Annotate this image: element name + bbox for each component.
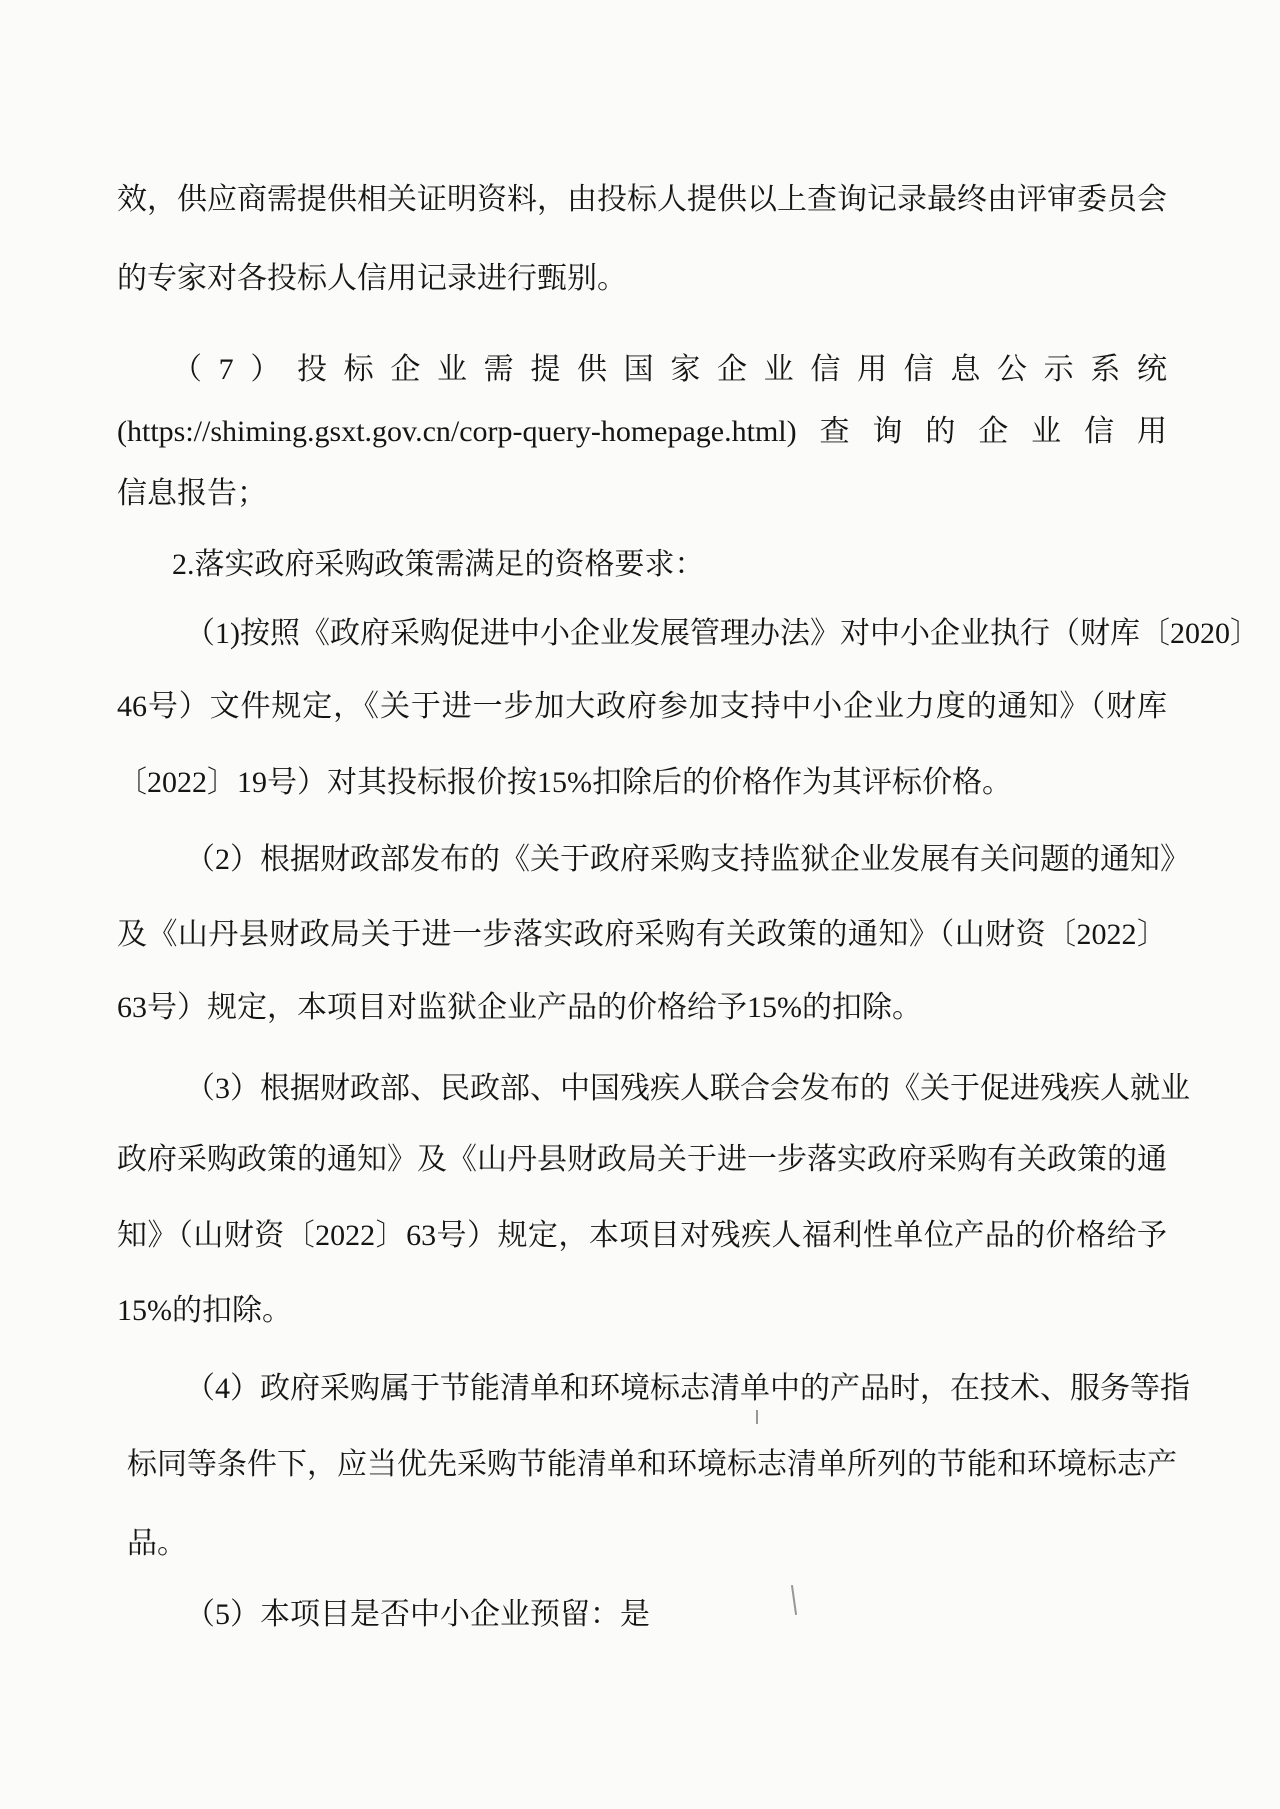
paragraph-line: （5）本项目是否中小企业预留：是 <box>185 1598 650 1631</box>
section-heading: 2.落实政府采购政策需满足的资格要求： <box>172 548 705 581</box>
paragraph-line: （4）政府采购属于节能清单和环境标志清单中的产品时，在技术、服务等指 <box>185 1372 1190 1405</box>
paragraph-line: 知》（山财资〔2022〕63号）规定，本项目对残疾人福利性单位产品的价格给予 <box>117 1219 1167 1252</box>
paragraph-line: (https://shiming.gsxt.gov.cn/corp-query-homepage.html)查询的企业信用 <box>117 415 1167 448</box>
paragraph-line: （2）根据财政部发布的《关于政府采购支持监狱企业发展有关问题的通知》 <box>185 843 1190 876</box>
paragraph-line: 标同等条件下，应当优先采购节能清单和环境标志清单所列的节能和环境标志产 <box>127 1448 1177 1481</box>
paragraph-line: 的专家对各投标人信用记录进行甄别。 <box>117 262 627 295</box>
paragraph-line: 〔2022〕19号）对其投标报价按15%扣除后的价格作为其评标价格。 <box>117 766 1012 799</box>
paragraph-line: （3）根据财政部、民政部、中国残疾人联合会发布的《关于促进残疾人就业 <box>185 1072 1190 1105</box>
paragraph-line: 15%的扣除。 <box>117 1294 292 1327</box>
paragraph-line: （1)按照《政府采购促进中小企业发展管理办法》对中小企业执行（财库〔2020〕 <box>185 617 1260 650</box>
paragraph-line: 及《山丹县财政局关于进一步落实政府采购有关政策的通知》（山财资〔2022〕 <box>117 918 1167 951</box>
paragraph-line: 信息报告； <box>117 477 267 510</box>
paragraph-line: 46号）文件规定，《关于进一步加大政府参加支持中小企业力度的通知》（财库 <box>117 690 1167 723</box>
paragraph-line: （7）投标企业需提供国家企业信用信息公示系统 <box>172 353 1167 386</box>
paragraph-line: 效，供应商需提供相关证明资料，由投标人提供以上查询记录最终由评审委员会 <box>117 183 1167 216</box>
paragraph-line: 63号）规定，本项目对监狱企业产品的价格给予15%的扣除。 <box>117 991 922 1024</box>
paragraph-line: 品。 <box>127 1527 187 1560</box>
scan-artifact-mark <box>756 1410 758 1424</box>
paragraph-line: 政府采购政策的通知》及《山丹县财政局关于进一步落实政府采购有关政策的通 <box>117 1143 1167 1176</box>
